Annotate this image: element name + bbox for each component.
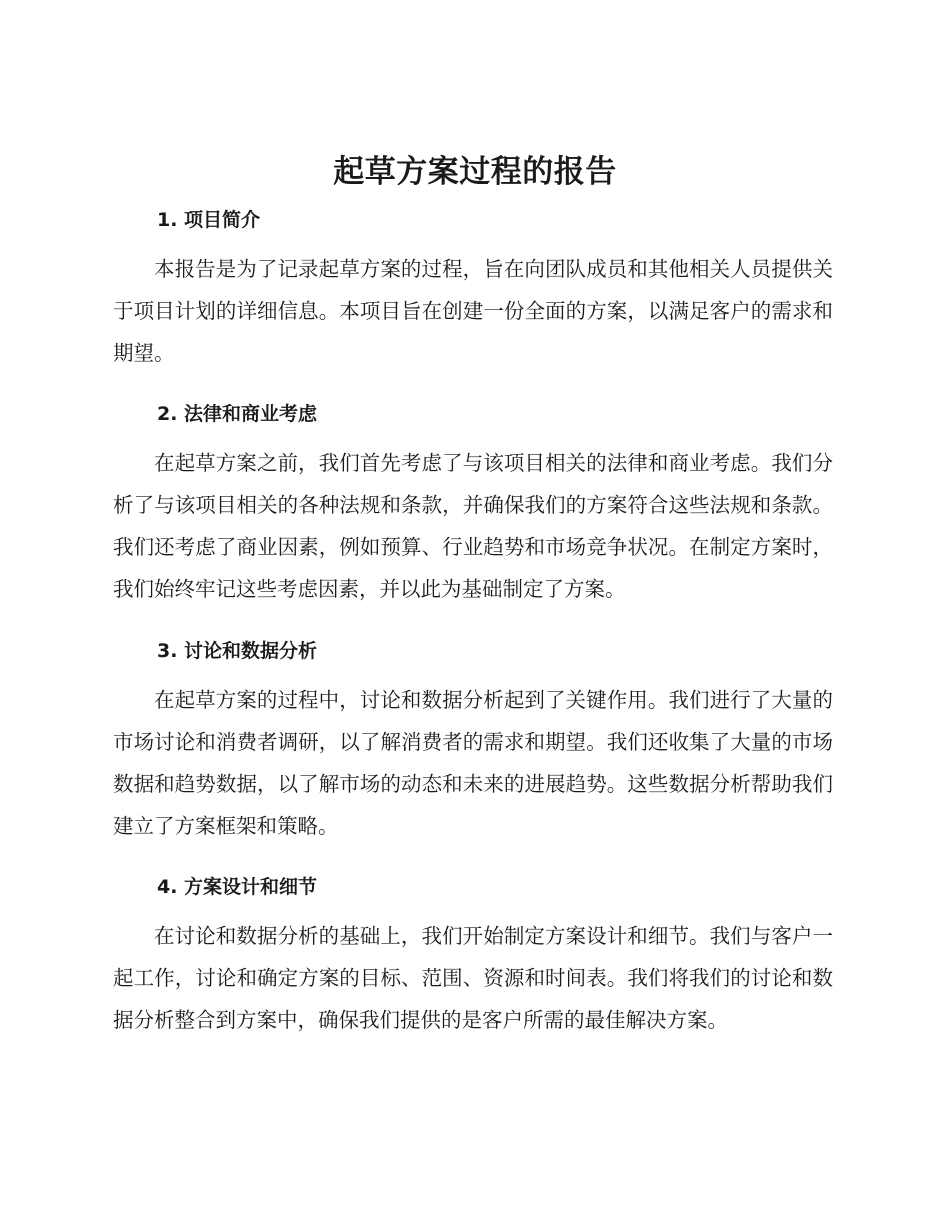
- section-paragraph: 本报告是为了记录起草方案的过程，旨在向团队成员和其他相关人员提供关于项目计划的详细信息。本项目旨在创建一份全面的方案，以满足客户的需求和期望。: [113, 257, 833, 365]
- section-legal-business: [113, 400, 833, 610]
- section-heading: 4. 方案设计和细节: [157, 876, 318, 898]
- section-discussion-analysis: [113, 637, 833, 847]
- section-paragraph: 在起草方案的过程中，讨论和数据分析起到了关键作用。我们进行了大量的市场讨论和消费者调研，以了解消费者的需求和期望。我们还收集了大量的市场数据和趋势数据，以了解市场的动态和未来的进展趋势。这些数据分析帮助我们建立了方案框架和策略。: [113, 688, 833, 838]
- section-paragraph: 在起草方案之前，我们首先考虑了与该项目相关的法律和商业考虑。我们分析了与该项目相关的各种法规和条款，并确保我们的方案符合这些法规和条款。我们还考虑了商业因素，例如预算、行业趋势和市场竞争状况。在制定方案时，我们始终牢记这些考虑因素，并以此为基础制定了方案。: [113, 451, 833, 601]
- section-heading: 3. 讨论和数据分析: [157, 640, 318, 662]
- section-project-intro: [113, 206, 833, 374]
- section-heading: 2. 法律和商业考虑: [157, 403, 318, 425]
- section-paragraph: 在讨论和数据分析的基础上，我们开始制定方案设计和细节。我们与客户一起工作，讨论和确定方案的目标、范围、资源和时间表。我们将我们的讨论和数据分析整合到方案中，确保我们提供的是客户所需的最佳解决方案。: [113, 924, 833, 1032]
- section-heading: 1. 项目简介: [157, 209, 261, 231]
- section-design-details: [113, 873, 833, 1041]
- document-title: 起草方案过程的报告: [333, 154, 617, 190]
